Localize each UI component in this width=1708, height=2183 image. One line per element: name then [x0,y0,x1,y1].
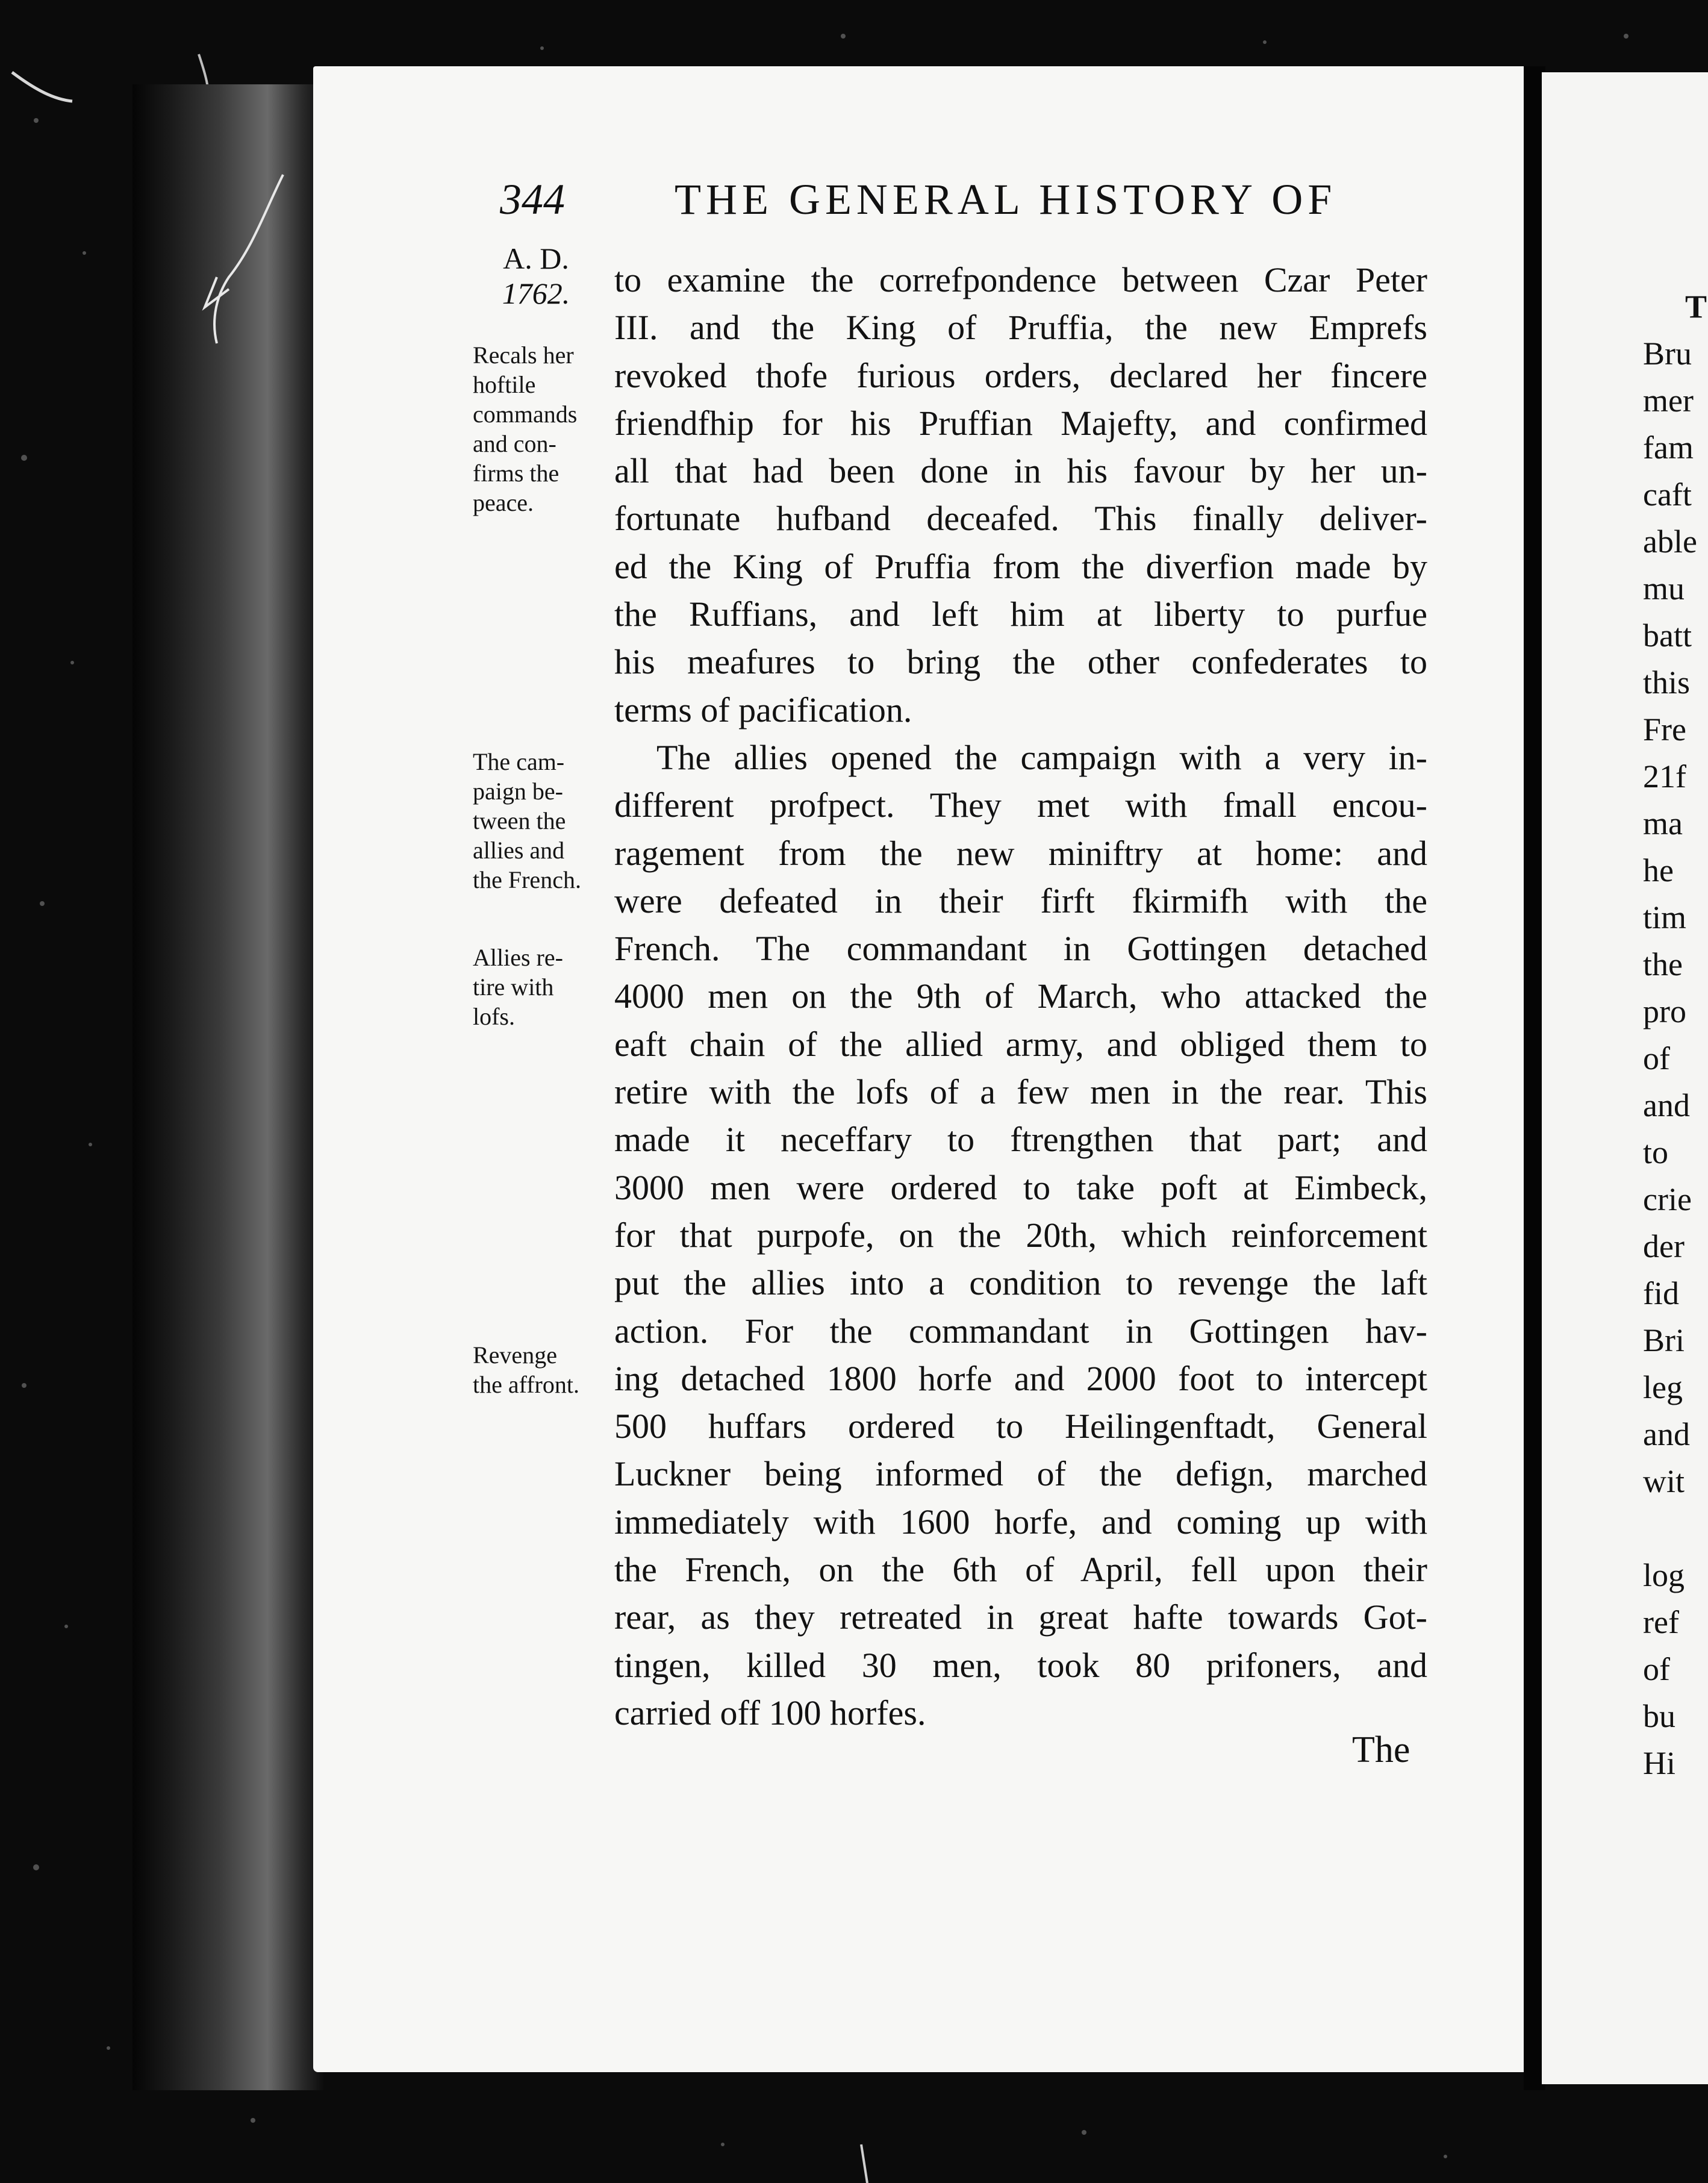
facing-page-fragment: bu [1643,1698,1675,1734]
text-line: the Ruffians, and left him at liberty to purfue [614,595,1427,634]
facing-page-fragment: Fre [1643,711,1686,748]
facing-page-text [1643,283,1707,1787]
facing-page-fragment: mu [1643,570,1685,607]
facing-page-fragment: batt [1643,617,1692,654]
text-line: immediately with 1600 horfe, and coming up with [614,1502,1427,1541]
running-title: THE GENERAL HISTORY OF [675,175,1337,223]
text-line: action. For the commandant in Gottingen hav- [614,1311,1427,1351]
marginal-note-recals: Recals her hoftile commands and con- firms the peace. [473,342,578,516]
text-line: his meafures to bring the other confederates to [614,642,1427,682]
facing-page-fragment: log [1643,1557,1685,1593]
facing-page-fragment [1643,1505,1707,1552]
facing-page-fragment: fam [1643,429,1694,466]
facing-page-fragment: of [1643,1651,1670,1687]
facing-page-fragment: to [1643,1134,1669,1170]
facing-page-fragment: Bri [1643,1322,1685,1358]
text-line: made it neceffary to ftrengthen that part; and [614,1120,1427,1160]
text-line: fortunate hufband deceafed. This finally deliver- [614,499,1427,539]
text-line: put the allies into a condition to revenge the laft [614,1263,1427,1303]
text-line: different profpect. They met with fmall encou- [614,785,1427,825]
text-line: to examine the correfpondence between Czar Peter [614,260,1427,299]
facing-page-fragment: Hi [1643,1745,1675,1781]
page-number: 344 [500,175,565,223]
facing-page-fragment: 21f [1643,758,1686,795]
facing-page-fragment: able [1643,523,1697,560]
text-line: ing detached 1800 horfe and 2000 foot to intercept [614,1358,1427,1398]
text-line: ed the King of Pruffia from the diverfion made by [614,546,1427,586]
facing-page-fragment: der [1643,1228,1685,1264]
facing-page-fragment: this [1643,664,1691,701]
marginal-note-allies-retire: Allies re- tire with lofs. [473,944,563,1030]
text-line: III. and the King of Pruffia, the new Emprefs [614,308,1427,348]
facing-page-fragment: of [1643,1040,1670,1076]
text-line: 4000 men on the 9th of March, who attacked the [614,976,1427,1016]
facing-page-fragment: Bru [1643,336,1692,372]
text-line: The allies opened the campaign with a very in- [656,737,1427,777]
facing-page-fragment: leg [1643,1369,1683,1405]
facing-page-fragment: ma [1643,805,1683,842]
facing-page-fragment: fid [1643,1275,1679,1311]
facing-page-fragment: T [1685,289,1707,325]
facing-page-fragment: wit [1643,1463,1685,1499]
year-era: A. D. [503,242,569,275]
text-line: were defeated in their firft fkirmifh with the [614,881,1427,920]
text-line: carried off 100 horfes. [614,1693,926,1732]
marginal-note-revenge: Revenge the affront. [473,1341,579,1398]
text-line: French. The commandant in Gottingen detached [614,929,1427,969]
facing-page-fragment: mer [1643,383,1694,419]
facing-page-fragment: ref [1643,1604,1679,1640]
year-value: 1762. [502,276,570,310]
text-line: eaft chain of the allied army, and obliged them to [614,1024,1427,1064]
book-gutter-edge [132,84,325,2090]
text-line: revoked thofe furious orders, declared her fincere [614,355,1427,395]
text-line: ragement from the new miniftry at home: and [614,833,1427,873]
text-line: all that had been done in his favour by her un- [614,451,1427,491]
text-line: tingen, killed 30 men, took 80 prifoners, and [614,1645,1427,1685]
marginal-note-campaign: The cam- paign be- tween the allies and the French. [473,748,581,893]
facing-page-fragment: the [1643,946,1683,982]
facing-page-fragment: he [1643,852,1674,889]
text-line: 3000 men were ordered to take poft at Eimbeck, [614,1167,1427,1207]
facing-page-fragment: caft [1643,476,1692,513]
text-line: for that purpofe, on the 20th, which reinforcement [614,1215,1427,1255]
catchword: The [1352,1729,1410,1770]
facing-page-fragment: and [1643,1416,1690,1452]
text-line: friendfhip for his Pruffian Majefty, and confirmed [614,403,1427,443]
text-line: retire with the lofs of a few men in the rear. This [614,1072,1427,1112]
body-text [614,256,1427,1737]
text-line: Luckner being informed of the defign, marched [614,1454,1427,1494]
text-line: the French, on the 6th of April, fell upon their [614,1550,1427,1590]
facing-page-fragment: crie [1643,1181,1692,1217]
year-marker [482,241,590,311]
text-line: 500 huffars ordered to Heilingenftadt, General [614,1407,1427,1446]
text-line: rear, as they retreated in great hafte towards Got- [614,1597,1427,1637]
facing-page-fragment: tim [1643,899,1687,935]
text-line: terms of pacification. [614,690,912,729]
facing-page-fragment: and [1643,1087,1690,1123]
facing-page-fragment: pro [1643,993,1686,1029]
